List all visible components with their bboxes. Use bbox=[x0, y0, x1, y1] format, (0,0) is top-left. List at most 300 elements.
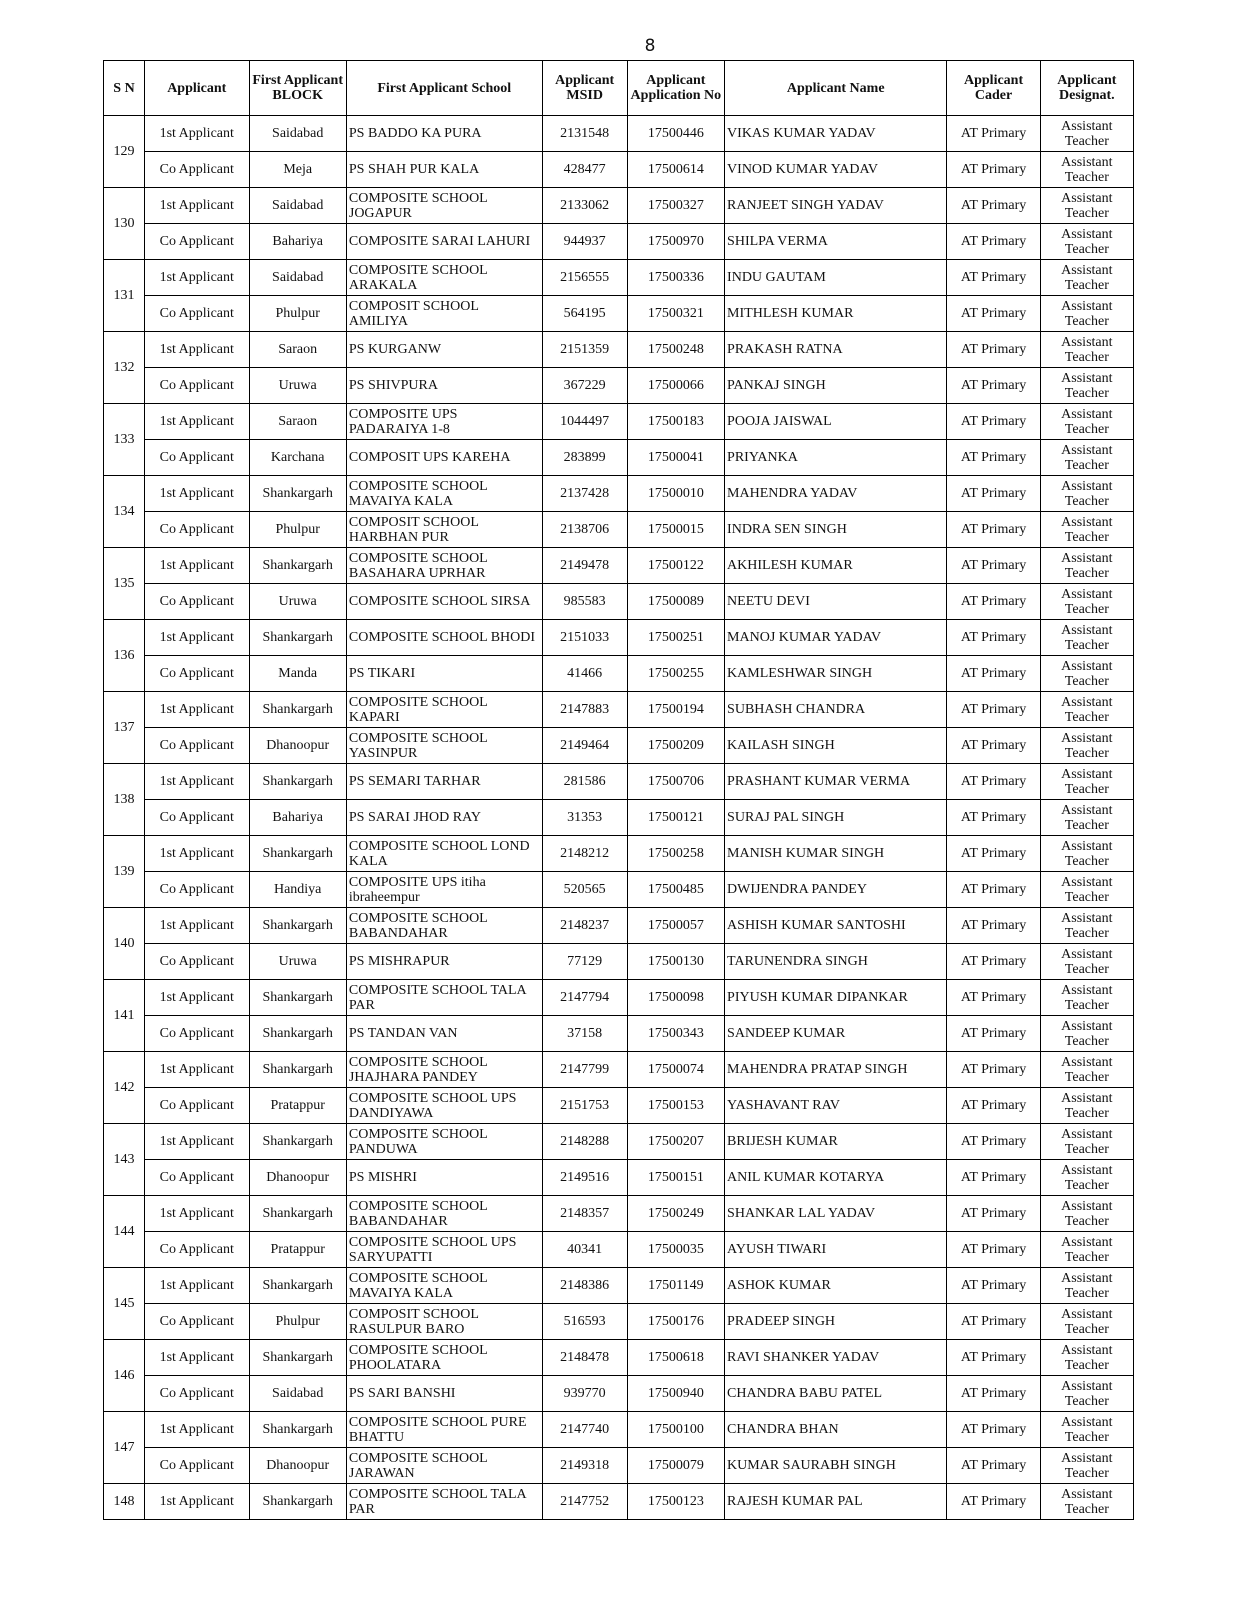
block-cell: Shankargarh bbox=[249, 980, 346, 1016]
school-cell: COMPOSITE SCHOOL JHAJHARA PANDEY bbox=[346, 1052, 542, 1088]
applicant-cell: 1st Applicant bbox=[144, 1412, 249, 1448]
table-row bbox=[104, 152, 1134, 188]
school-cell: COMPOSITE SCHOOL PHOOLATARA bbox=[346, 1340, 542, 1376]
applicant-cell: 1st Applicant bbox=[144, 764, 249, 800]
sn-cell: 131 bbox=[104, 260, 145, 332]
cader-cell: AT Primary bbox=[947, 872, 1040, 908]
block-cell: Shankargarh bbox=[249, 1412, 346, 1448]
designation-cell: Assistant Teacher bbox=[1040, 908, 1133, 944]
cader-cell: AT Primary bbox=[947, 296, 1040, 332]
cader-cell: AT Primary bbox=[947, 1304, 1040, 1340]
table-row bbox=[104, 656, 1134, 692]
school-cell: COMPOSITE SCHOOL JARAWAN bbox=[346, 1448, 542, 1484]
school-cell: COMPOSIT SCHOOL AMILIYA bbox=[346, 296, 542, 332]
msid-cell: 428477 bbox=[542, 152, 627, 188]
table-row bbox=[104, 116, 1134, 152]
application-no-cell: 17500015 bbox=[627, 512, 724, 548]
application-no-cell: 17500618 bbox=[627, 1340, 724, 1376]
cader-cell: AT Primary bbox=[947, 1124, 1040, 1160]
application-no-cell: 17500035 bbox=[627, 1232, 724, 1268]
applicant-cell: 1st Applicant bbox=[144, 1124, 249, 1160]
block-cell: Shankargarh bbox=[249, 1124, 346, 1160]
header-sn: S N bbox=[104, 61, 145, 116]
msid-cell: 2149516 bbox=[542, 1160, 627, 1196]
msid-cell: 2151359 bbox=[542, 332, 627, 368]
cader-cell: AT Primary bbox=[947, 836, 1040, 872]
school-cell: COMPOSITE SARAI LAHURI bbox=[346, 224, 542, 260]
application-no-cell: 17500706 bbox=[627, 764, 724, 800]
block-cell: Shankargarh bbox=[249, 620, 346, 656]
designation-cell: Assistant Teacher bbox=[1040, 1088, 1133, 1124]
cader-cell: AT Primary bbox=[947, 332, 1040, 368]
school-cell: COMPOSITE SCHOOL BASAHARA UPRHAR bbox=[346, 548, 542, 584]
application-no-cell: 17500121 bbox=[627, 800, 724, 836]
school-cell: COMPOSITE SCHOOL BHODI bbox=[346, 620, 542, 656]
name-cell: PRADEEP SINGH bbox=[725, 1304, 947, 1340]
designation-cell: Assistant Teacher bbox=[1040, 1268, 1133, 1304]
msid-cell: 41466 bbox=[542, 656, 627, 692]
applicant-cell: 1st Applicant bbox=[144, 908, 249, 944]
designation-cell: Assistant Teacher bbox=[1040, 1232, 1133, 1268]
cader-cell: AT Primary bbox=[947, 692, 1040, 728]
applicant-cell: Co Applicant bbox=[144, 800, 249, 836]
table-row bbox=[104, 1304, 1134, 1340]
application-no-cell: 17500098 bbox=[627, 980, 724, 1016]
cader-cell: AT Primary bbox=[947, 728, 1040, 764]
msid-cell: 2138706 bbox=[542, 512, 627, 548]
msid-cell: 2147794 bbox=[542, 980, 627, 1016]
table-row bbox=[104, 368, 1134, 404]
header-msid: Applicant MSID bbox=[542, 61, 627, 116]
cader-cell: AT Primary bbox=[947, 1484, 1040, 1520]
name-cell: AKHILESH KUMAR bbox=[725, 548, 947, 584]
school-cell: PS KURGANW bbox=[346, 332, 542, 368]
application-no-cell: 17500151 bbox=[627, 1160, 724, 1196]
table-row bbox=[104, 1340, 1134, 1376]
cader-cell: AT Primary bbox=[947, 476, 1040, 512]
application-no-cell: 17500130 bbox=[627, 944, 724, 980]
name-cell: PANKAJ SINGH bbox=[725, 368, 947, 404]
table-row bbox=[104, 1160, 1134, 1196]
page-number: 8 bbox=[644, 36, 656, 56]
sn-cell: 139 bbox=[104, 836, 145, 908]
block-cell: Saidabad bbox=[249, 1376, 346, 1412]
msid-cell: 2148386 bbox=[542, 1268, 627, 1304]
table-row bbox=[104, 1088, 1134, 1124]
applicant-cell: Co Applicant bbox=[144, 1016, 249, 1052]
block-cell: Shankargarh bbox=[249, 1340, 346, 1376]
table-row bbox=[104, 1484, 1134, 1520]
sn-cell: 129 bbox=[104, 116, 145, 188]
block-cell: Saraon bbox=[249, 404, 346, 440]
block-cell: Saidabad bbox=[249, 188, 346, 224]
designation-cell: Assistant Teacher bbox=[1040, 1124, 1133, 1160]
designation-cell: Assistant Teacher bbox=[1040, 584, 1133, 620]
sn-cell: 145 bbox=[104, 1268, 145, 1340]
table-row bbox=[104, 260, 1134, 296]
name-cell: PIYUSH KUMAR DIPANKAR bbox=[725, 980, 947, 1016]
school-cell: COMPOSITE SCHOOL KAPARI bbox=[346, 692, 542, 728]
school-cell: COMPOSITE SCHOOL SIRSA bbox=[346, 584, 542, 620]
cader-cell: AT Primary bbox=[947, 368, 1040, 404]
school-cell: COMPOSITE SCHOOL LOND KALA bbox=[346, 836, 542, 872]
application-no-cell: 17501149 bbox=[627, 1268, 724, 1304]
cader-cell: AT Primary bbox=[947, 1196, 1040, 1232]
sn-cell: 147 bbox=[104, 1412, 145, 1484]
name-cell: VINOD KUMAR YADAV bbox=[725, 152, 947, 188]
cader-cell: AT Primary bbox=[947, 260, 1040, 296]
name-cell: MANISH KUMAR SINGH bbox=[725, 836, 947, 872]
table-row bbox=[104, 584, 1134, 620]
school-cell: COMPOSITE SCHOOL PURE BHATTU bbox=[346, 1412, 542, 1448]
table-row bbox=[104, 512, 1134, 548]
applicant-cell: 1st Applicant bbox=[144, 692, 249, 728]
school-cell: COMPOSITE SCHOOL MAVAIYA KALA bbox=[346, 476, 542, 512]
name-cell: RAJESH KUMAR PAL bbox=[725, 1484, 947, 1520]
block-cell: Shankargarh bbox=[249, 692, 346, 728]
applicant-cell: Co Applicant bbox=[144, 1088, 249, 1124]
table-row bbox=[104, 692, 1134, 728]
application-no-cell: 17500255 bbox=[627, 656, 724, 692]
msid-cell: 2137428 bbox=[542, 476, 627, 512]
block-cell: Bahariya bbox=[249, 800, 346, 836]
designation-cell: Assistant Teacher bbox=[1040, 296, 1133, 332]
sn-cell: 135 bbox=[104, 548, 145, 620]
school-cell: COMPOSITE SCHOOL TALA PAR bbox=[346, 1484, 542, 1520]
applicant-cell: Co Applicant bbox=[144, 1160, 249, 1196]
school-cell: PS BADDO KA PURA bbox=[346, 116, 542, 152]
name-cell: DWIJENDRA PANDEY bbox=[725, 872, 947, 908]
school-cell: PS SHIVPURA bbox=[346, 368, 542, 404]
applicant-cell: 1st Applicant bbox=[144, 260, 249, 296]
cader-cell: AT Primary bbox=[947, 800, 1040, 836]
application-no-cell: 17500122 bbox=[627, 548, 724, 584]
block-cell: Shankargarh bbox=[249, 764, 346, 800]
school-cell: PS MISHRAPUR bbox=[346, 944, 542, 980]
table-row bbox=[104, 440, 1134, 476]
block-cell: Dhanoopur bbox=[249, 1448, 346, 1484]
designation-cell: Assistant Teacher bbox=[1040, 1304, 1133, 1340]
name-cell: CHANDRA BABU PATEL bbox=[725, 1376, 947, 1412]
application-no-cell: 17500079 bbox=[627, 1448, 724, 1484]
header-name: Applicant Name bbox=[725, 61, 947, 116]
applicant-cell: 1st Applicant bbox=[144, 1268, 249, 1304]
name-cell: YASHAVANT RAV bbox=[725, 1088, 947, 1124]
table-row bbox=[104, 1232, 1134, 1268]
designation-cell: Assistant Teacher bbox=[1040, 260, 1133, 296]
block-cell: Dhanoopur bbox=[249, 728, 346, 764]
block-cell: Uruwa bbox=[249, 368, 346, 404]
application-no-cell: 17500183 bbox=[627, 404, 724, 440]
applicant-cell: Co Applicant bbox=[144, 440, 249, 476]
block-cell: Saraon bbox=[249, 332, 346, 368]
application-no-cell: 17500321 bbox=[627, 296, 724, 332]
application-no-cell: 17500614 bbox=[627, 152, 724, 188]
applicant-cell: Co Applicant bbox=[144, 584, 249, 620]
applicant-cell: Co Applicant bbox=[144, 1376, 249, 1412]
msid-cell: 2148357 bbox=[542, 1196, 627, 1232]
name-cell: SHANKAR LAL YADAV bbox=[725, 1196, 947, 1232]
applicant-cell: Co Applicant bbox=[144, 872, 249, 908]
header-designation: Applicant Designat. bbox=[1040, 61, 1133, 116]
designation-cell: Assistant Teacher bbox=[1040, 404, 1133, 440]
name-cell: MAHENDRA YADAV bbox=[725, 476, 947, 512]
msid-cell: 283899 bbox=[542, 440, 627, 476]
applicant-cell: Co Applicant bbox=[144, 512, 249, 548]
school-cell: PS TIKARI bbox=[346, 656, 542, 692]
msid-cell: 2151753 bbox=[542, 1088, 627, 1124]
msid-cell: 2133062 bbox=[542, 188, 627, 224]
applicant-cell: 1st Applicant bbox=[144, 332, 249, 368]
school-cell: COMPOSITE SCHOOL BABANDAHAR bbox=[346, 1196, 542, 1232]
applicant-cell: 1st Applicant bbox=[144, 476, 249, 512]
table-row bbox=[104, 1016, 1134, 1052]
cader-cell: AT Primary bbox=[947, 404, 1040, 440]
table-row bbox=[104, 476, 1134, 512]
block-cell: Phulpur bbox=[249, 512, 346, 548]
block-cell: Meja bbox=[249, 152, 346, 188]
sn-cell: 134 bbox=[104, 476, 145, 548]
table-row bbox=[104, 1124, 1134, 1160]
msid-cell: 2149318 bbox=[542, 1448, 627, 1484]
designation-cell: Assistant Teacher bbox=[1040, 1412, 1133, 1448]
designation-cell: Assistant Teacher bbox=[1040, 1376, 1133, 1412]
application-no-cell: 17500100 bbox=[627, 1412, 724, 1448]
msid-cell: 367229 bbox=[542, 368, 627, 404]
name-cell: MAHENDRA PRATAP SINGH bbox=[725, 1052, 947, 1088]
designation-cell: Assistant Teacher bbox=[1040, 692, 1133, 728]
application-no-cell: 17500010 bbox=[627, 476, 724, 512]
applicant-cell: 1st Applicant bbox=[144, 620, 249, 656]
designation-cell: Assistant Teacher bbox=[1040, 728, 1133, 764]
applicant-cell: Co Applicant bbox=[144, 1448, 249, 1484]
table-row bbox=[104, 620, 1134, 656]
block-cell: Pratappur bbox=[249, 1232, 346, 1268]
header-applicant: Applicant bbox=[144, 61, 249, 116]
sn-cell: 137 bbox=[104, 692, 145, 764]
cader-cell: AT Primary bbox=[947, 980, 1040, 1016]
cader-cell: AT Primary bbox=[947, 1376, 1040, 1412]
designation-cell: Assistant Teacher bbox=[1040, 188, 1133, 224]
name-cell: AYUSH TIWARI bbox=[725, 1232, 947, 1268]
school-cell: PS SARI BANSHI bbox=[346, 1376, 542, 1412]
applicant-cell: Co Applicant bbox=[144, 728, 249, 764]
cader-cell: AT Primary bbox=[947, 224, 1040, 260]
cader-cell: AT Primary bbox=[947, 1016, 1040, 1052]
msid-cell: 2148478 bbox=[542, 1340, 627, 1376]
name-cell: ASHOK KUMAR bbox=[725, 1268, 947, 1304]
cader-cell: AT Primary bbox=[947, 584, 1040, 620]
block-cell: Phulpur bbox=[249, 1304, 346, 1340]
name-cell: BRIJESH KUMAR bbox=[725, 1124, 947, 1160]
application-no-cell: 17500207 bbox=[627, 1124, 724, 1160]
block-cell: Manda bbox=[249, 656, 346, 692]
table-row bbox=[104, 332, 1134, 368]
msid-cell: 1044497 bbox=[542, 404, 627, 440]
cader-cell: AT Primary bbox=[947, 1160, 1040, 1196]
sn-cell: 130 bbox=[104, 188, 145, 260]
table-row bbox=[104, 1376, 1134, 1412]
school-cell: COMPOSITE SCHOOL ARAKALA bbox=[346, 260, 542, 296]
cader-cell: AT Primary bbox=[947, 188, 1040, 224]
designation-cell: Assistant Teacher bbox=[1040, 656, 1133, 692]
cader-cell: AT Primary bbox=[947, 548, 1040, 584]
block-cell: Handiya bbox=[249, 872, 346, 908]
name-cell: RAVI SHANKER YADAV bbox=[725, 1340, 947, 1376]
application-no-cell: 17500248 bbox=[627, 332, 724, 368]
application-no-cell: 17500249 bbox=[627, 1196, 724, 1232]
application-no-cell: 17500343 bbox=[627, 1016, 724, 1052]
school-cell: COMPOSITE SCHOOL MAVAIYA KALA bbox=[346, 1268, 542, 1304]
applicant-cell: Co Applicant bbox=[144, 1232, 249, 1268]
designation-cell: Assistant Teacher bbox=[1040, 1484, 1133, 1520]
name-cell: RANJEET SINGH YADAV bbox=[725, 188, 947, 224]
table-row bbox=[104, 872, 1134, 908]
msid-cell: 516593 bbox=[542, 1304, 627, 1340]
sn-cell: 136 bbox=[104, 620, 145, 692]
school-cell: COMPOSITE UPS itiha ibraheempur bbox=[346, 872, 542, 908]
designation-cell: Assistant Teacher bbox=[1040, 872, 1133, 908]
cader-cell: AT Primary bbox=[947, 1052, 1040, 1088]
cader-cell: AT Primary bbox=[947, 1088, 1040, 1124]
msid-cell: 944937 bbox=[542, 224, 627, 260]
name-cell: PRAKASH RATNA bbox=[725, 332, 947, 368]
name-cell: PRASHANT KUMAR VERMA bbox=[725, 764, 947, 800]
cader-cell: AT Primary bbox=[947, 1232, 1040, 1268]
msid-cell: 37158 bbox=[542, 1016, 627, 1052]
applicant-cell: 1st Applicant bbox=[144, 1052, 249, 1088]
msid-cell: 2149464 bbox=[542, 728, 627, 764]
sn-cell: 138 bbox=[104, 764, 145, 836]
block-cell: Shankargarh bbox=[249, 1268, 346, 1304]
designation-cell: Assistant Teacher bbox=[1040, 800, 1133, 836]
school-cell: COMPOSITE SCHOOL UPS DANDIYAWA bbox=[346, 1088, 542, 1124]
msid-cell: 2151033 bbox=[542, 620, 627, 656]
msid-cell: 2148288 bbox=[542, 1124, 627, 1160]
application-no-cell: 17500336 bbox=[627, 260, 724, 296]
school-cell: COMPOSITE SCHOOL UPS SARYUPATTI bbox=[346, 1232, 542, 1268]
table-row bbox=[104, 836, 1134, 872]
msid-cell: 31353 bbox=[542, 800, 627, 836]
msid-cell: 77129 bbox=[542, 944, 627, 980]
cader-cell: AT Primary bbox=[947, 944, 1040, 980]
block-cell: Phulpur bbox=[249, 296, 346, 332]
name-cell: INDRA SEN SINGH bbox=[725, 512, 947, 548]
applicant-cell: Co Applicant bbox=[144, 224, 249, 260]
msid-cell: 2148237 bbox=[542, 908, 627, 944]
designation-cell: Assistant Teacher bbox=[1040, 1052, 1133, 1088]
application-no-cell: 17500258 bbox=[627, 836, 724, 872]
msid-cell: 2149478 bbox=[542, 548, 627, 584]
table-row bbox=[104, 800, 1134, 836]
designation-cell: Assistant Teacher bbox=[1040, 332, 1133, 368]
school-cell: COMPOSITE SCHOOL BABANDAHAR bbox=[346, 908, 542, 944]
block-cell: Saidabad bbox=[249, 116, 346, 152]
table-body bbox=[104, 116, 1134, 1520]
msid-cell: 281586 bbox=[542, 764, 627, 800]
cader-cell: AT Primary bbox=[947, 656, 1040, 692]
application-no-cell: 17500940 bbox=[627, 1376, 724, 1412]
designation-cell: Assistant Teacher bbox=[1040, 440, 1133, 476]
designation-cell: Assistant Teacher bbox=[1040, 764, 1133, 800]
cader-cell: AT Primary bbox=[947, 908, 1040, 944]
name-cell: NEETU DEVI bbox=[725, 584, 947, 620]
application-no-cell: 17500327 bbox=[627, 188, 724, 224]
applicant-cell: Co Applicant bbox=[144, 1304, 249, 1340]
name-cell: VIKAS KUMAR YADAV bbox=[725, 116, 947, 152]
block-cell: Uruwa bbox=[249, 584, 346, 620]
applicant-cell: Co Applicant bbox=[144, 944, 249, 980]
designation-cell: Assistant Teacher bbox=[1040, 368, 1133, 404]
applicant-cell: Co Applicant bbox=[144, 152, 249, 188]
table-row bbox=[104, 548, 1134, 584]
designation-cell: Assistant Teacher bbox=[1040, 944, 1133, 980]
block-cell: Shankargarh bbox=[249, 1196, 346, 1232]
table-row bbox=[104, 908, 1134, 944]
cader-cell: AT Primary bbox=[947, 620, 1040, 656]
sn-cell: 142 bbox=[104, 1052, 145, 1124]
designation-cell: Assistant Teacher bbox=[1040, 620, 1133, 656]
applicant-cell: 1st Applicant bbox=[144, 980, 249, 1016]
applicant-cell: 1st Applicant bbox=[144, 1484, 249, 1520]
designation-cell: Assistant Teacher bbox=[1040, 1016, 1133, 1052]
designation-cell: Assistant Teacher bbox=[1040, 476, 1133, 512]
sn-cell: 140 bbox=[104, 908, 145, 980]
application-no-cell: 17500066 bbox=[627, 368, 724, 404]
table-row bbox=[104, 1412, 1134, 1448]
block-cell: Bahariya bbox=[249, 224, 346, 260]
applicant-cell: 1st Applicant bbox=[144, 404, 249, 440]
name-cell: SUBHASH CHANDRA bbox=[725, 692, 947, 728]
block-cell: Pratappur bbox=[249, 1088, 346, 1124]
cader-cell: AT Primary bbox=[947, 440, 1040, 476]
sn-cell: 132 bbox=[104, 332, 145, 404]
sn-cell: 141 bbox=[104, 980, 145, 1052]
block-cell: Uruwa bbox=[249, 944, 346, 980]
applicant-cell: Co Applicant bbox=[144, 656, 249, 692]
designation-cell: Assistant Teacher bbox=[1040, 548, 1133, 584]
sn-cell: 146 bbox=[104, 1340, 145, 1412]
table-row bbox=[104, 980, 1134, 1016]
block-cell: Shankargarh bbox=[249, 548, 346, 584]
name-cell: PRIYANKA bbox=[725, 440, 947, 476]
name-cell: KAMLESHWAR SINGH bbox=[725, 656, 947, 692]
school-cell: COMPOSITE SCHOOL JOGAPUR bbox=[346, 188, 542, 224]
applicant-cell: 1st Applicant bbox=[144, 116, 249, 152]
name-cell: SHILPA VERMA bbox=[725, 224, 947, 260]
applicant-table bbox=[103, 60, 1134, 1520]
sn-cell: 133 bbox=[104, 404, 145, 476]
header-school: First Applicant School bbox=[346, 61, 542, 116]
table-row bbox=[104, 1268, 1134, 1304]
application-no-cell: 17500074 bbox=[627, 1052, 724, 1088]
designation-cell: Assistant Teacher bbox=[1040, 1196, 1133, 1232]
school-cell: COMPOSITE UPS PADARAIYA 1-8 bbox=[346, 404, 542, 440]
table-row bbox=[104, 224, 1134, 260]
school-cell: COMPOSIT SCHOOL HARBHAN PUR bbox=[346, 512, 542, 548]
application-no-cell: 17500970 bbox=[627, 224, 724, 260]
school-cell: PS TANDAN VAN bbox=[346, 1016, 542, 1052]
name-cell: CHANDRA BHAN bbox=[725, 1412, 947, 1448]
application-no-cell: 17500041 bbox=[627, 440, 724, 476]
table-header-row bbox=[104, 61, 1134, 116]
application-no-cell: 17500194 bbox=[627, 692, 724, 728]
school-cell: PS SHAH PUR KALA bbox=[346, 152, 542, 188]
msid-cell: 2156555 bbox=[542, 260, 627, 296]
msid-cell: 520565 bbox=[542, 872, 627, 908]
application-no-cell: 17500446 bbox=[627, 116, 724, 152]
name-cell: ASHISH KUMAR SANTOSHI bbox=[725, 908, 947, 944]
